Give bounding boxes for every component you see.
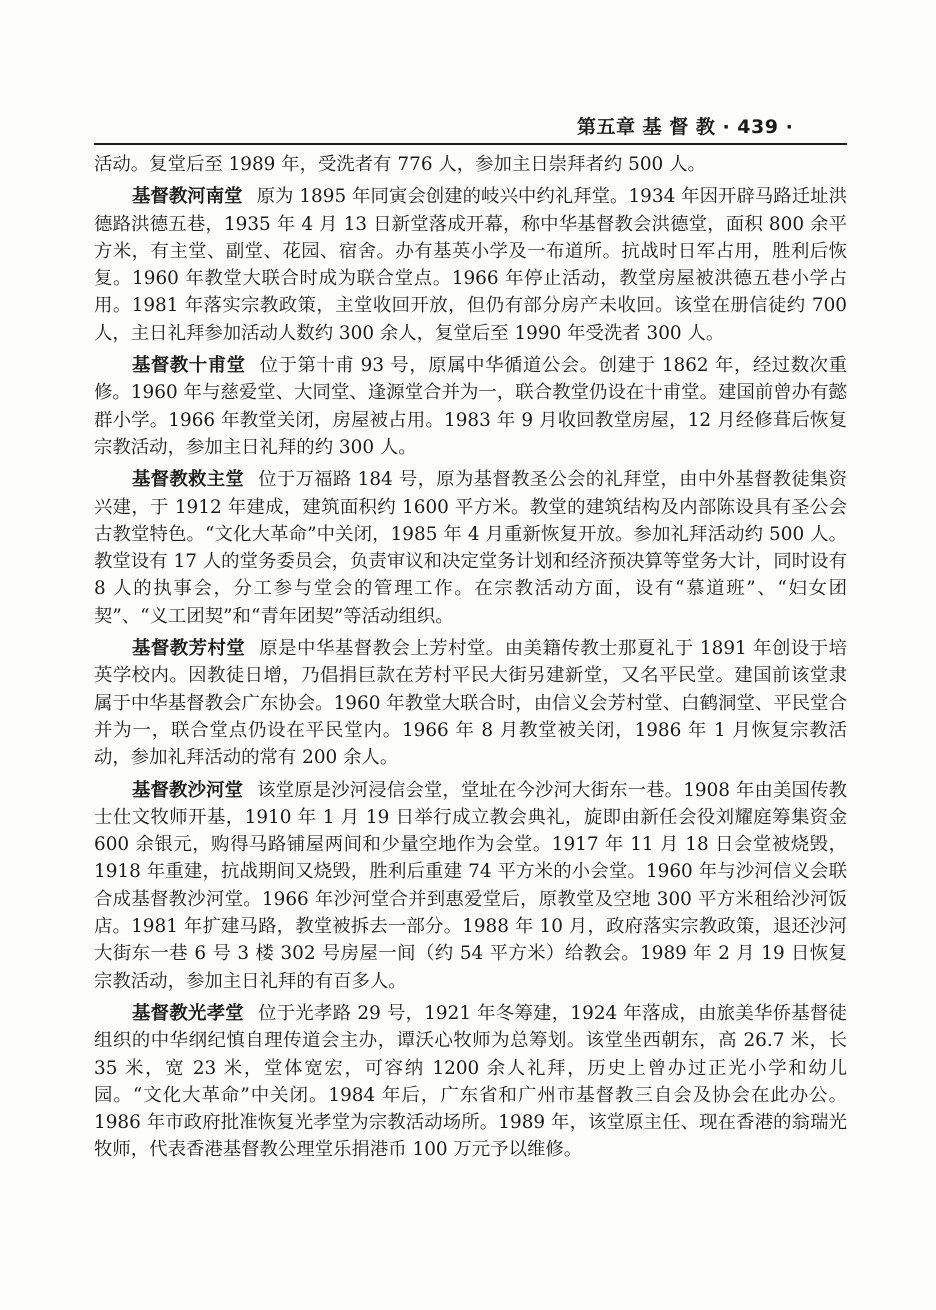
entry-text: 位于光孝路 29 号，1921 年冬筹建，1924 年落成，由旅美华侨基督徒组织的中华纲纪慎自理传道会主办，谭沃心牧师为总筹划。该堂坐西朝东，高 26.7 米，长 35 米，宽 23 米，堂体宽宏，可容纳 1200 余人礼拜，历史上曾办过正光小学和幼儿园。“文化大革命”中关闭。1984 年后，广东省和广州市基督教三自会及协会在此办公。1986 年市政府批准恢复光孝堂为宗教活动场所。1989 年，该堂原主任、现在香港的翁瑞光牧师，代表香港基督教公理堂乐捐港币 100 万元予以维修。	[94, 1002, 847, 1161]
entry-heading: 基督教救主堂	[132, 469, 245, 491]
body-text	[94, 151, 847, 1169]
entry-text: 位于万福路 184 号，原为基督教圣公会的礼拜堂，由中外基督教徒集资兴建，于 1912 年建成，建筑面积约 1600 平方米。教堂的建筑结构及内部陈设具有圣公会古教堂特色。“文化大革命”中关闭，1985 年 4 月重新恢复开放。参加礼拜活动约 500 人。教堂设有 17 人的堂务委员会，负责审议和决定堂务计划和经济预决算等堂务大计，同时设有 8 人的执事会，分工参与堂会的管理工作。在宗教活动方面，设有“慕道班”、“妇女团契”、“义工团契”和“青年团契”等活动组织。	[94, 469, 847, 627]
entry-heading: 基督教十甫堂	[132, 355, 246, 377]
entry-text: 原是中华基督教会上芳村堂。由美籍传教士那夏礼于 1891 年创设于培英学校内。因教徒日增，乃倡捐巨款在芳村平民大街另建新堂，又名平民堂。建国前该堂隶属于中华基督教会广东协会。1960 年教堂大联合时，由信义会芳村堂、白鹤洞堂、平民堂合并为一，联合堂点仍设在平民堂内。1966 年 8 月教堂被关闭，1986 年 1 月恢复宗教活动，参加礼拜活动的常有 200 余人。	[94, 638, 847, 769]
entry-text: 该堂原是沙河浸信会堂，堂址在今沙河大街东一巷。1908 年由美国传教士仕文牧师开基，1910 年 1 月 19 日举行成立教会典礼，旋即由新任会役刘耀庭筹集资金 600 余银元，购得马路铺屋两间和少量空地作为会堂。1917 年 11 月 18 日会堂被烧毁，1918 年重建，抗战期间又烧毁，胜利后重建 74 平方米的小会堂。1960 年与沙河信义会联合成基督教沙河堂。1966 年沙河堂合并到惠爱堂后，原教堂及空地 300 平方米租给沙河饭店。1981 年扩建马路，教堂被拆去一部分。1988 年 10 月，政府落实宗教政策，退还沙河大街东一巷 6 号 3 楼 302 号房屋一间（约 54 平方米）给教会。1989 年 2 月 19 日恢复宗教活动，参加主日礼拜的有百多人。	[94, 779, 847, 992]
entry-guangxiao-church	[94, 1000, 847, 1164]
entry-jiuzhu-church	[94, 466, 847, 630]
entry-heading: 基督教光孝堂	[132, 1002, 244, 1024]
entry-henan-church	[94, 183, 847, 347]
entry-shahe-church	[94, 777, 847, 995]
entry-text: 原为 1895 年同寅会创建的岐兴中约礼拜堂。1934 年因开辟马路迁址洪德路洪德五巷，1935 年 4 月 13 日新堂落成开幕，称中华基督教会洪德堂，面积 800 余平方米，有主堂、副堂、花园、宿舍。办有基英小学及一布道所。抗战时日军占用，胜利后恢复。1960 年教堂大联合时成为联合堂点。1966 年停止活动，教堂房屋被洪德五巷小学占用。1981 年落实宗教政策，主堂收回开放，但仍有部分房产未收回。该堂在册信徒约 700 人，主日礼拜参加活动人数约 300 余人，复堂后至 1990 年受洗者 300 人。	[94, 186, 847, 344]
entry-shifu-church	[94, 352, 847, 461]
paragraph-continuation	[94, 151, 847, 178]
entry-heading: 基督教芳村堂	[132, 638, 246, 660]
running-header: 第五章 基 督 教 · 439 ·	[577, 116, 794, 138]
entry-fangcun-church	[94, 635, 847, 771]
header-rule	[94, 143, 847, 145]
entry-text: 位于第十甫 93 号，原属中华循道公会。创建于 1862 年，经过数次重修。1960 年与慈爱堂、大同堂、逢源堂合并为一，联合教堂仍设在十甫堂。建国前曾办有懿群小学。1966 年教堂关闭，房屋被占用。1983 年 9 月收回教堂房屋，12 月经修葺后恢复宗教活动，参加主日礼拜的约 300 人。	[94, 355, 847, 458]
entry-heading: 基督教河南堂	[132, 186, 243, 208]
entry-heading: 基督教沙河堂	[132, 779, 244, 801]
paragraph-text: 活动。复堂后至 1989 年，受洗者有 776 人，参加主日崇拜者约 500 人。	[94, 154, 706, 175]
